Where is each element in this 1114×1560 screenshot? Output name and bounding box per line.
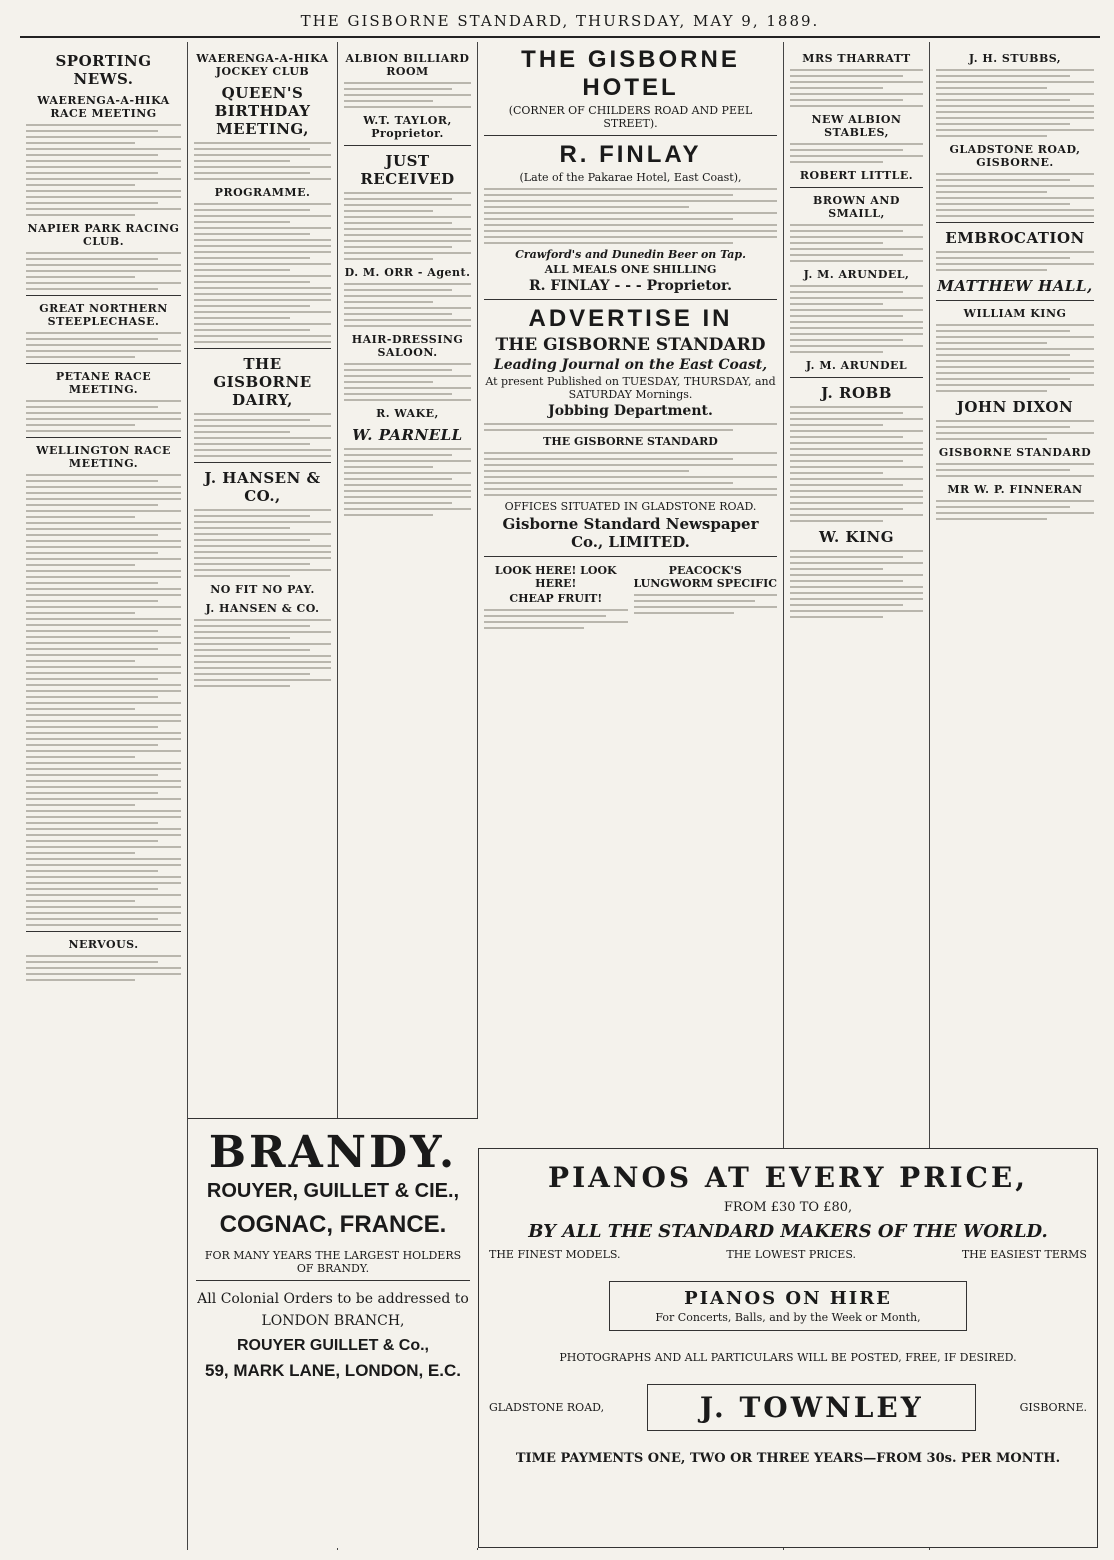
- heading-jockey-club: WAERENGA-A-HIKA JOCKEY CLUB: [196, 52, 329, 78]
- text-body: [26, 955, 181, 981]
- offices-line: OFFICES SITUATED IN GLADSTONE ROAD.: [504, 500, 757, 513]
- pianos-photos: PHOTOGRAPHS AND ALL PARTICULARS WILL BE POSTED, FREE, IF DESIRED.: [559, 1351, 1017, 1364]
- heading-parnell: W. PARNELL: [352, 426, 463, 444]
- pianos-right-loc: GISBORNE.: [1019, 1401, 1087, 1414]
- brandy-orders: All Colonial Orders to be addressed to: [197, 1291, 469, 1307]
- heading-taylor: W.T. TAYLOR, Proprietor.: [363, 114, 452, 140]
- heading-advertise: ADVERTISE IN: [528, 305, 733, 332]
- heading-arundel-2: J. M. ARUNDEL: [805, 359, 908, 372]
- brandy-title: BRANDY.: [208, 1127, 458, 1178]
- heading-john-dixon: JOHN DIXON: [956, 398, 1074, 416]
- heading-gisborne-hotel: THE GISBORNE HOTEL: [521, 46, 740, 101]
- heading-no-fit: NO FIT NO PAY.: [210, 583, 315, 596]
- heading-robb: J. ROBB: [821, 384, 892, 402]
- brandy-maker: ROUYER, GUILLET & CIE.,: [206, 1180, 460, 1202]
- text-body: [26, 474, 181, 926]
- text-body: [194, 413, 331, 457]
- pianos-price: FROM £30 TO £80,: [723, 1200, 853, 1215]
- heading-just-received: JUST RECEIVED: [360, 152, 455, 188]
- heading-standard: THE GISBORNE STANDARD: [495, 335, 766, 355]
- text-body: [936, 420, 1094, 440]
- peacock-specific: PEACOCK'S LUNGWORM SPECIFIC: [633, 564, 777, 590]
- brandy-cognac: COGNAC, FRANCE.: [219, 1211, 447, 1238]
- finlay-sub: (Late of the Pakarae Hotel, East Coast),: [519, 171, 742, 184]
- beer-line: Crawford's and Dunedin Beer on Tap.: [515, 248, 746, 261]
- pianos-left-loc: GLADSTONE ROAD,: [489, 1401, 605, 1414]
- text-body: [344, 448, 471, 516]
- heading-arundel: J. M. ARUNDEL,: [803, 268, 910, 281]
- jobbing-department: Jobbing Department.: [548, 403, 713, 419]
- heading-orr: D. M. ORR - Agent.: [344, 266, 471, 279]
- text-body: [344, 283, 471, 327]
- text-body: [936, 69, 1094, 137]
- pianos-advert: [478, 1148, 1098, 1548]
- brandy-tag: FOR MANY YEARS THE LARGEST HOLDERS OF BRANDY.: [204, 1249, 462, 1275]
- pianos-payments: TIME PAYMENTS ONE, TWO OR THREE YEARS—FROM 30s. PER MONTH.: [515, 1451, 1061, 1466]
- hotel-location: (CORNER OF CHILDERS ROAD AND PEEL STREET).: [508, 104, 753, 130]
- leading-journal: Leading Journal on the East Coast,: [493, 357, 768, 373]
- heading-gisborne-standard: GISBORNE STANDARD: [938, 446, 1092, 459]
- text-body: [484, 423, 777, 431]
- text-body: [344, 363, 471, 401]
- masthead: THE GISBORNE STANDARD, THURSDAY, MAY 9, 1889.: [20, 12, 1100, 38]
- heading-stubbs: J. H. STUBBS,: [968, 52, 1062, 65]
- text-body: [790, 550, 923, 618]
- heading-programme: PROGRAMME.: [214, 186, 311, 199]
- look-here: LOOK HERE! LOOK HERE!: [494, 564, 617, 590]
- heading-hairdressing: HAIR-DRESSING SALOON.: [351, 333, 464, 359]
- heading-albion-stables: NEW ALBION STABLES,: [811, 113, 902, 139]
- pianos-hire-sub: For Concerts, Balls, and by the Week or Month,: [655, 1311, 921, 1324]
- heading-sporting-news: SPORTING NEWS.: [55, 52, 152, 88]
- text-body: [344, 82, 471, 108]
- text-body: [344, 192, 471, 260]
- text-body: [26, 124, 181, 216]
- text-body: [484, 188, 777, 244]
- brandy-advert: [188, 1118, 478, 1548]
- publish-days: At present Published on TUESDAY, THURSDAY, and SATURDAY Mornings.: [485, 375, 776, 401]
- text-body: [194, 509, 331, 577]
- text-body: [194, 142, 331, 180]
- heading-queens-birthday: QUEEN'S BIRTHDAY MEETING,: [214, 84, 311, 138]
- heading-wellington: WELLINGTON RACE MEETING.: [36, 444, 171, 470]
- heading-matthew-hall: MATTHEW HALL,: [937, 277, 1093, 295]
- text-body: [194, 619, 331, 687]
- heading-nervous: NERVOUS.: [68, 938, 139, 951]
- text-body: [936, 500, 1094, 520]
- text-body: [790, 224, 923, 262]
- text-body: [790, 143, 923, 163]
- pianos-title: PIANOS AT EVERY PRICE,: [548, 1161, 1028, 1194]
- heading-brown-smaill: BROWN AND SMAILL,: [813, 194, 900, 220]
- heading-hansen: J. HANSEN & CO.,: [204, 469, 321, 505]
- text-body: [484, 452, 777, 496]
- finlay-proprietor: R. FINLAY - - - Proprietor.: [529, 278, 732, 294]
- text-body: [936, 324, 1094, 392]
- heading-gladstone-road: GLADSTONE ROAD, GISBORNE.: [949, 143, 1081, 169]
- meals-line: ALL MEALS ONE SHILLING: [544, 263, 717, 276]
- text-body: [936, 463, 1094, 477]
- brandy-address: 59, MARK LANE, LONDON, E.C.: [205, 1361, 461, 1380]
- heading-embrocation: EMBROCATION: [945, 229, 1085, 247]
- brandy-branch: LONDON BRANCH,: [261, 1313, 405, 1329]
- heading-finlay: R. FINLAY: [559, 141, 702, 168]
- text-body: [26, 332, 181, 358]
- heading-petane: PETANE RACE MEETING.: [55, 370, 152, 396]
- heading-napier-park: NAPIER PARK RACING CLUB.: [27, 222, 180, 248]
- heading-standard-2: THE GISBORNE STANDARD: [543, 435, 718, 448]
- heading-race-meeting: WAERENGA-A-HIKA RACE MEETING: [37, 94, 170, 120]
- heading-albion: ALBION BILLIARD ROOM: [345, 52, 470, 78]
- pianos-makers: BY ALL THE STANDARD MAKERS OF THE WORLD.: [528, 1221, 1048, 1242]
- text-body: [936, 173, 1094, 217]
- text-body: [26, 400, 181, 432]
- text-body: [26, 252, 181, 290]
- heading-wake: R. WAKE,: [376, 407, 439, 420]
- heading-finneran: MR W. P. FINNERAN: [947, 483, 1083, 496]
- heading-w-king: W. KING: [818, 528, 895, 546]
- text-body: [790, 69, 923, 107]
- heading-gisborne-dairy: THE GISBORNE DAIRY,: [213, 355, 312, 409]
- pianos-lowest: THE LOWEST PRICES.: [726, 1248, 856, 1261]
- pianos-terms: THE EASIEST TERMS: [961, 1248, 1087, 1261]
- heading-hansen-2: J. HANSEN & CO.: [205, 602, 320, 615]
- pianos-townley: J. TOWNLEY: [699, 1391, 924, 1424]
- newspaper-company: Gisborne Standard Newspaper Co., LIMITED.: [502, 515, 759, 551]
- heading-great-northern: GREAT NORTHERN STEEPLECHASE.: [39, 302, 168, 328]
- pianos-models: THE FINEST MODELS.: [489, 1248, 621, 1261]
- cheap-fruit: CHEAP FRUIT!: [509, 592, 603, 605]
- brandy-firm: ROUYER GUILLET & Co.,: [237, 1337, 429, 1354]
- text-body: [194, 203, 331, 343]
- column-sporting-news: [20, 42, 188, 1550]
- text-body: [790, 406, 923, 522]
- heading-william-king: WILLIAM KING: [963, 307, 1067, 320]
- pianos-hire: PIANOS ON HIRE: [684, 1288, 892, 1309]
- heading-robert-little: ROBERT LITTLE.: [799, 169, 914, 182]
- text-body: [790, 285, 923, 353]
- heading-tharratt: MRS THARRATT: [802, 52, 911, 65]
- text-body: [936, 251, 1094, 271]
